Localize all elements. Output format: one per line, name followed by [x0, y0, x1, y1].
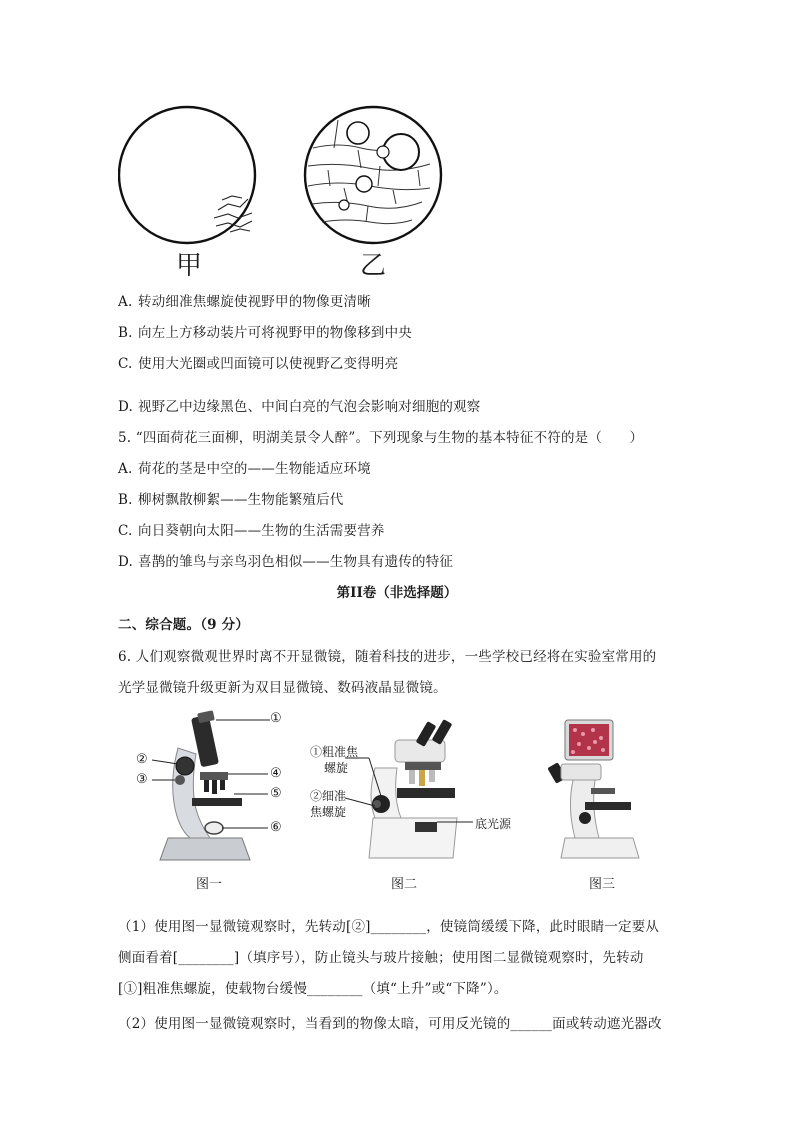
fig2-label-fine: ②细准 焦螺旋 — [310, 789, 347, 819]
figure-label-yi: 乙 — [360, 251, 387, 281]
q5-stem: 5. “四面荷花三面柳，明湖美景令人醉”。下列现象与生物的基本特征不符的是（ ） — [118, 430, 644, 446]
q4-option-b: B. 向左上方移动装片可将视野甲的物像移到中央 — [118, 325, 412, 341]
fig1-label-4: ④ — [270, 766, 282, 781]
microscope-figure-3 — [545, 718, 655, 868]
q4-option-c: C. 使用大光圈或凹面镜可以使视野乙变得明亮 — [118, 356, 399, 372]
q6-part1-line-3: [①]粗准焦螺旋，使载物台缓慢________（填“上升”或“下降”）。 — [118, 981, 508, 997]
microscope-figure-2 — [345, 718, 485, 868]
fig1-label-1: ① — [270, 711, 282, 726]
q5-option-b: B. 柳树飘散柳絮——生物能繁殖后代 — [118, 492, 344, 508]
q4-option-a: A. 转动细准焦螺旋使视野甲的物像更清晰 — [118, 294, 371, 310]
fig2-caption: 图二 — [391, 877, 418, 892]
q6-stem-line-2: 光学显微镜升级更新为双目显微镜、数码液晶显微镜。 — [118, 680, 447, 696]
q6-part1-line-1: （1）使用图一显微镜观察时，先转动[②]________，使镜筒缓缓下降，此时眼睛一定要从 — [118, 919, 660, 935]
fig1-label-6: ⑥ — [270, 820, 282, 835]
section-title: 第II卷（非选择题） — [336, 585, 458, 601]
fig1-caption: 图一 — [196, 877, 223, 892]
q5-option-d: D. 喜鹊的雏鸟与亲鸟羽色相似——生物具有遗传的特征 — [118, 554, 454, 570]
q6-part2-line-1: （2）使用图一显微镜观察时，当看到的物像太暗，可用反光镜的______面或转动遮光器改 — [118, 1016, 662, 1032]
q4-option-d: D. 视野乙中边缘黑色、中间白亮的气泡会影响对细胞的观察 — [118, 399, 481, 415]
section-heading: 二、综合题。（9 分） — [118, 617, 250, 633]
fig1-label-5: ⑤ — [270, 786, 282, 801]
fig1-label-2: ② — [136, 752, 148, 767]
microscope-view-figure — [118, 100, 448, 280]
figure-label-jia: 甲 — [176, 251, 203, 281]
fig1-label-3: ③ — [136, 772, 148, 787]
field-of-view-yi — [305, 107, 441, 243]
field-of-view-jia — [119, 107, 255, 243]
q6-stem-line-1: 6. 人们观察微观世界时离不开显微镜，随着科技的进步，一些学校已经将在实验室常用的 — [118, 649, 657, 665]
q5-option-a: A. 荷花的茎是中空的——生物能适应环境 — [118, 461, 371, 477]
fig2-label-light: 底光源 — [475, 817, 512, 831]
fig2-label-coarse: ①粗准焦 螺旋 — [310, 745, 359, 775]
fig3-caption: 图三 — [589, 877, 616, 892]
q6-part1-line-2: 侧面看着[________]（填序号），防止镜头与玻片接触；使用图二显微镜观察时，先转动 — [118, 950, 644, 966]
q5-option-c: C. 向日葵朝向太阳——生物的生活需要营养 — [118, 523, 385, 539]
